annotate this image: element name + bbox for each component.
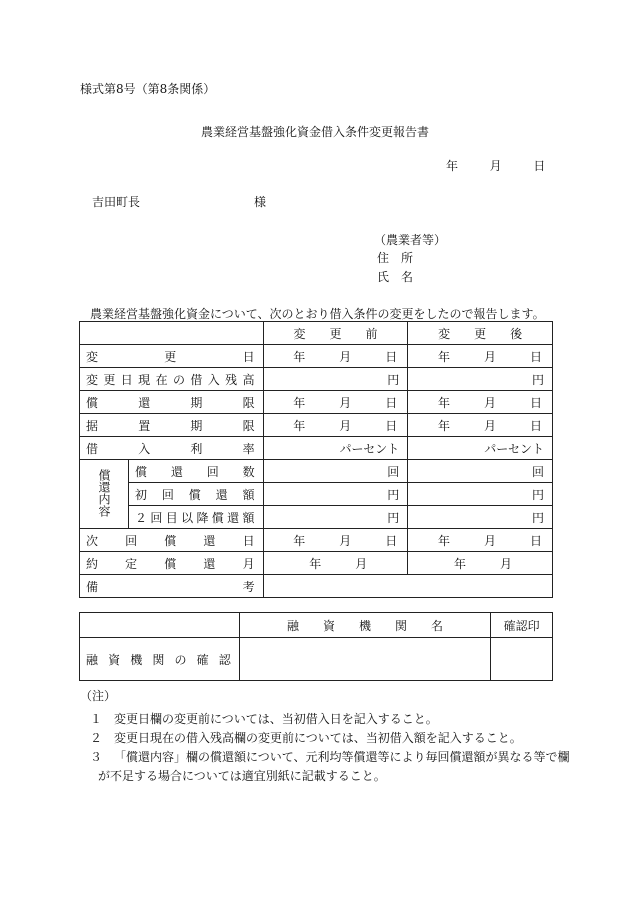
addressee-name: 吉田町長 (92, 195, 141, 209)
addressee-honorific: 様 (254, 195, 267, 209)
label-agreed-month: 約 定 償 還 月 (80, 552, 264, 575)
header-lender-name: 融 資 機 関 名 (239, 613, 490, 638)
row-later-amount: ２ 回 目 以 降 償 還 額 円 円 (80, 506, 553, 529)
row-agreed-month: 約 定 償 還 月 年 月 年 月 (80, 552, 553, 575)
form-number: 様式第8号（第8条関係） (80, 82, 216, 96)
label-repay-count: 償 還 回 数 (129, 460, 264, 483)
row-change-date: 変 更 日 年 月 日 年 月 日 (80, 345, 553, 368)
date-year: 年 (446, 159, 459, 173)
label-lender-confirm: 融 資 機 関 の 確 認 (80, 638, 240, 681)
row-repay-deadline: 償 還 期 限 年 月 日 年 月 日 (80, 391, 553, 414)
row-balance: 変 更 日 現 在 の 借 入 残 高 円 円 (80, 368, 553, 391)
date-day: 日 (533, 159, 546, 173)
notes-heading: （注） (80, 689, 117, 703)
label-grace-deadline: 据 置 期 限 (80, 414, 264, 437)
note-item-1: １ 変更日欄の変更前については、当初借入日を記入すること。 (90, 712, 438, 726)
label-change-date: 変 更 日 (80, 345, 264, 368)
row-repay-count: 償還内容 償 還 回 数 回 回 (80, 460, 553, 483)
row-first-amount: 初 回 償 還 額 円 円 (80, 483, 553, 506)
label-remarks: 備 考 (80, 575, 264, 598)
document-title: 農業経営基盤強化資金借入条件変更報告書 (200, 125, 429, 139)
applicant-address-label: 住 所 (377, 251, 414, 265)
note-item-2: ２ 変更日現在の借入残高欄の変更前については、当初借入額を記入すること。 (90, 731, 522, 745)
header-after: 変 更 後 (408, 322, 553, 345)
header-seal: 確認印 (491, 613, 553, 638)
table-header-row (80, 322, 553, 345)
label-later-amount: ２ 回 目 以 降 償 還 額 (129, 506, 264, 529)
label-repay-deadline: 償 還 期 限 (80, 391, 264, 414)
date-month: 月 (489, 159, 502, 173)
applicant-name-label: 氏 名 (377, 270, 414, 284)
label-repay-group: 償還内容 (80, 460, 129, 529)
note-item-3: ３ 「償還内容」欄の償還額について、元利均等償還等により毎回償還額が異なる等で欄 (90, 750, 570, 764)
intro-text: 農業経営基盤強化資金について、次のとおり借入条件の変更をしたので報告します。 (90, 307, 545, 321)
row-interest: 借 入 利 率 パーセント パーセント (80, 437, 553, 460)
change-table (79, 321, 553, 598)
note-item-3-continuation: が不足する場合については適宜別紙に記載すること。 (98, 769, 386, 783)
date-line (446, 157, 545, 174)
row-grace-deadline: 据 置 期 限 年 月 日 年 月 日 (80, 414, 553, 437)
label-first-amount: 初 回 償 還 額 (129, 483, 264, 506)
label-balance: 変 更 日 現 在 の 借 入 残 高 (80, 368, 264, 391)
header-before: 変 更 前 (263, 322, 408, 345)
row-remarks (80, 575, 553, 598)
applicant-label: （農業者等） (374, 233, 447, 247)
confirm-table (79, 612, 553, 681)
label-next-date: 次 回 償 還 日 (80, 529, 264, 552)
row-next-date: 次 回 償 還 日 年 月 日 年 月 日 (80, 529, 553, 552)
label-interest: 借 入 利 率 (80, 437, 264, 460)
